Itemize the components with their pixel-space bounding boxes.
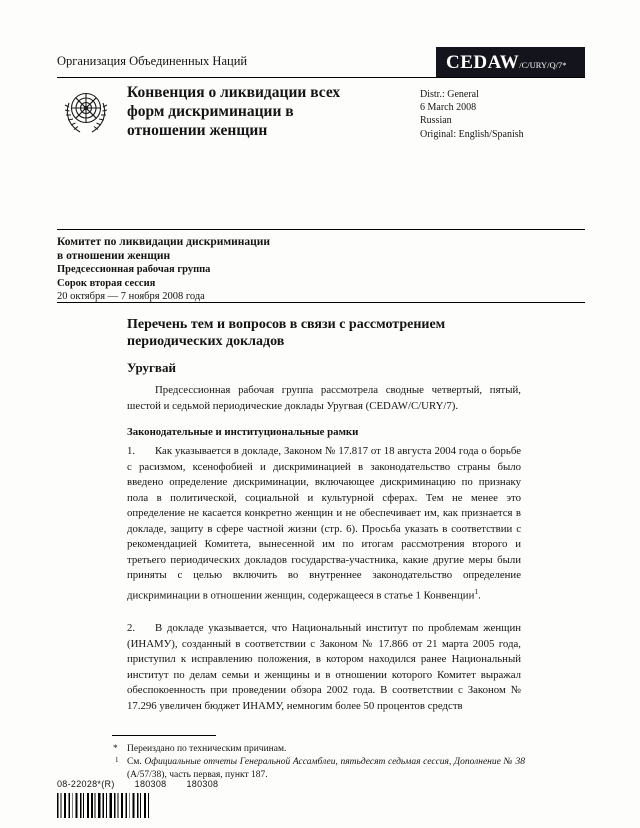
date-line: 6 March 2008 (420, 102, 477, 114)
working-group-line: Предсессионная рабочая группа (57, 264, 211, 275)
doc-symbol-main: CEDAW (446, 52, 520, 73)
convention-title: Конвенция о ликвидации всех форм дискриминации в отношении женщин (127, 84, 341, 139)
committee-block (57, 236, 270, 304)
country-heading: Уругвай (127, 360, 176, 375)
distribution-block (420, 88, 524, 141)
paragraph-2-text: В докладе указывается, что Национальный институт по проблемам женщин (ИНАМУ), созданный в соответствии с Законом № 17.866 от 21 марта 2005 года, приступил к исправлению положения, в котором находился ранее Национальный институт по делам семьи и женщины и в отношении которого Комитет выражал обеспокоенность при проведении обзора 2002 года. В соответствии с Законом № 17.296 увеличен бюджет ИНАМУ, немногим более 50 процентов средств (127, 622, 521, 712)
footnote-1-lead: См. (127, 757, 145, 767)
language-line: Russian (420, 115, 452, 127)
footnote-1 (115, 756, 525, 781)
footnote-1-marker: 1 (115, 756, 119, 764)
session-line: Сорок вторая сессия (57, 277, 156, 289)
footer-code-1: 180308 (134, 779, 167, 789)
section-heading: Законодательные и институциональные рамки (127, 426, 359, 438)
footer-document-number: 08-22028*(R) (57, 779, 115, 789)
session-dates: 20 октября — 7 ноября 2008 года (57, 291, 205, 302)
paragraph-1-number: 1. (127, 445, 136, 457)
header-rule (57, 77, 585, 78)
footnote-1-ref: 1 (474, 586, 479, 596)
paragraph-1-period: . (478, 589, 481, 602)
doc-symbol-badge (436, 47, 585, 77)
footnote-asterisk-text: Переиздано по техническим причинам. (127, 744, 287, 754)
paragraph-2 (127, 621, 521, 714)
footnote-1-italic-title: Официальные отчеты Генеральной Ассамблеи, пятьдесят седьмая сессия, Дополнение № 38 (144, 757, 525, 767)
document-title: Перечень тем и вопросов в связи с рассмотрением периодических докладов (127, 317, 446, 349)
intro-paragraph: Предсессионная рабочая группа рассмотрела сводные четвертый, пятый, шестой и седьмой периодические доклады Уругвая (CEDAW/C/URY/7). (127, 384, 521, 412)
footnote-asterisk (113, 743, 525, 756)
paragraph-1-text: Как указывается в докладе, Законом № 17.817 от 18 августа 2004 года о борьбе с расизмом, ксенофобией и дискриминацией в законодательство страны было введено определение дискриминации, включающее дискриминацию по признаку пола в политической, социальной и культурной сферах. Тем не менее это определение не касается конкретно женщин и не обеспечивает им, как признается в докладе, защиту в сфере частной жизни (стр. 6). Просьба указать в соответствии с рекомендацией Комитета, вынесенной им по итогам рассмотрения второго и третьего периодических докладов государства-участника, какие другие меры были приняты с целью включить во внутреннее законодательство определение дискриминации в отношении женщин, содержащееся в статье 1 Конвенции (127, 445, 521, 602)
doc-symbol-suffix: /C/URY/Q/7* (519, 60, 567, 70)
paragraph-2-number: 2. (127, 622, 136, 634)
footer-code-2: 180308 (186, 779, 219, 789)
original-line: Original: English/Spanish (420, 128, 524, 140)
footnote-asterisk-marker: * (113, 744, 118, 754)
footnote-rule (112, 735, 216, 736)
session-rule (57, 302, 585, 303)
footer-line (57, 779, 238, 789)
footnote-1-rest: (A/57/38), часть первая, пункт 187. (127, 769, 268, 780)
paragraph-1 (127, 444, 521, 604)
masthead-rule (57, 229, 585, 230)
committee-name-line1: Комитет по ликвидации дискриминации (57, 236, 271, 248)
barcode (57, 793, 149, 818)
distr-line: Distr.: General (420, 89, 479, 100)
org-name: Организация Объединенных Наций (57, 54, 248, 68)
un-emblem-icon (59, 85, 113, 146)
committee-name-line2: в отношении женщин (57, 249, 171, 262)
